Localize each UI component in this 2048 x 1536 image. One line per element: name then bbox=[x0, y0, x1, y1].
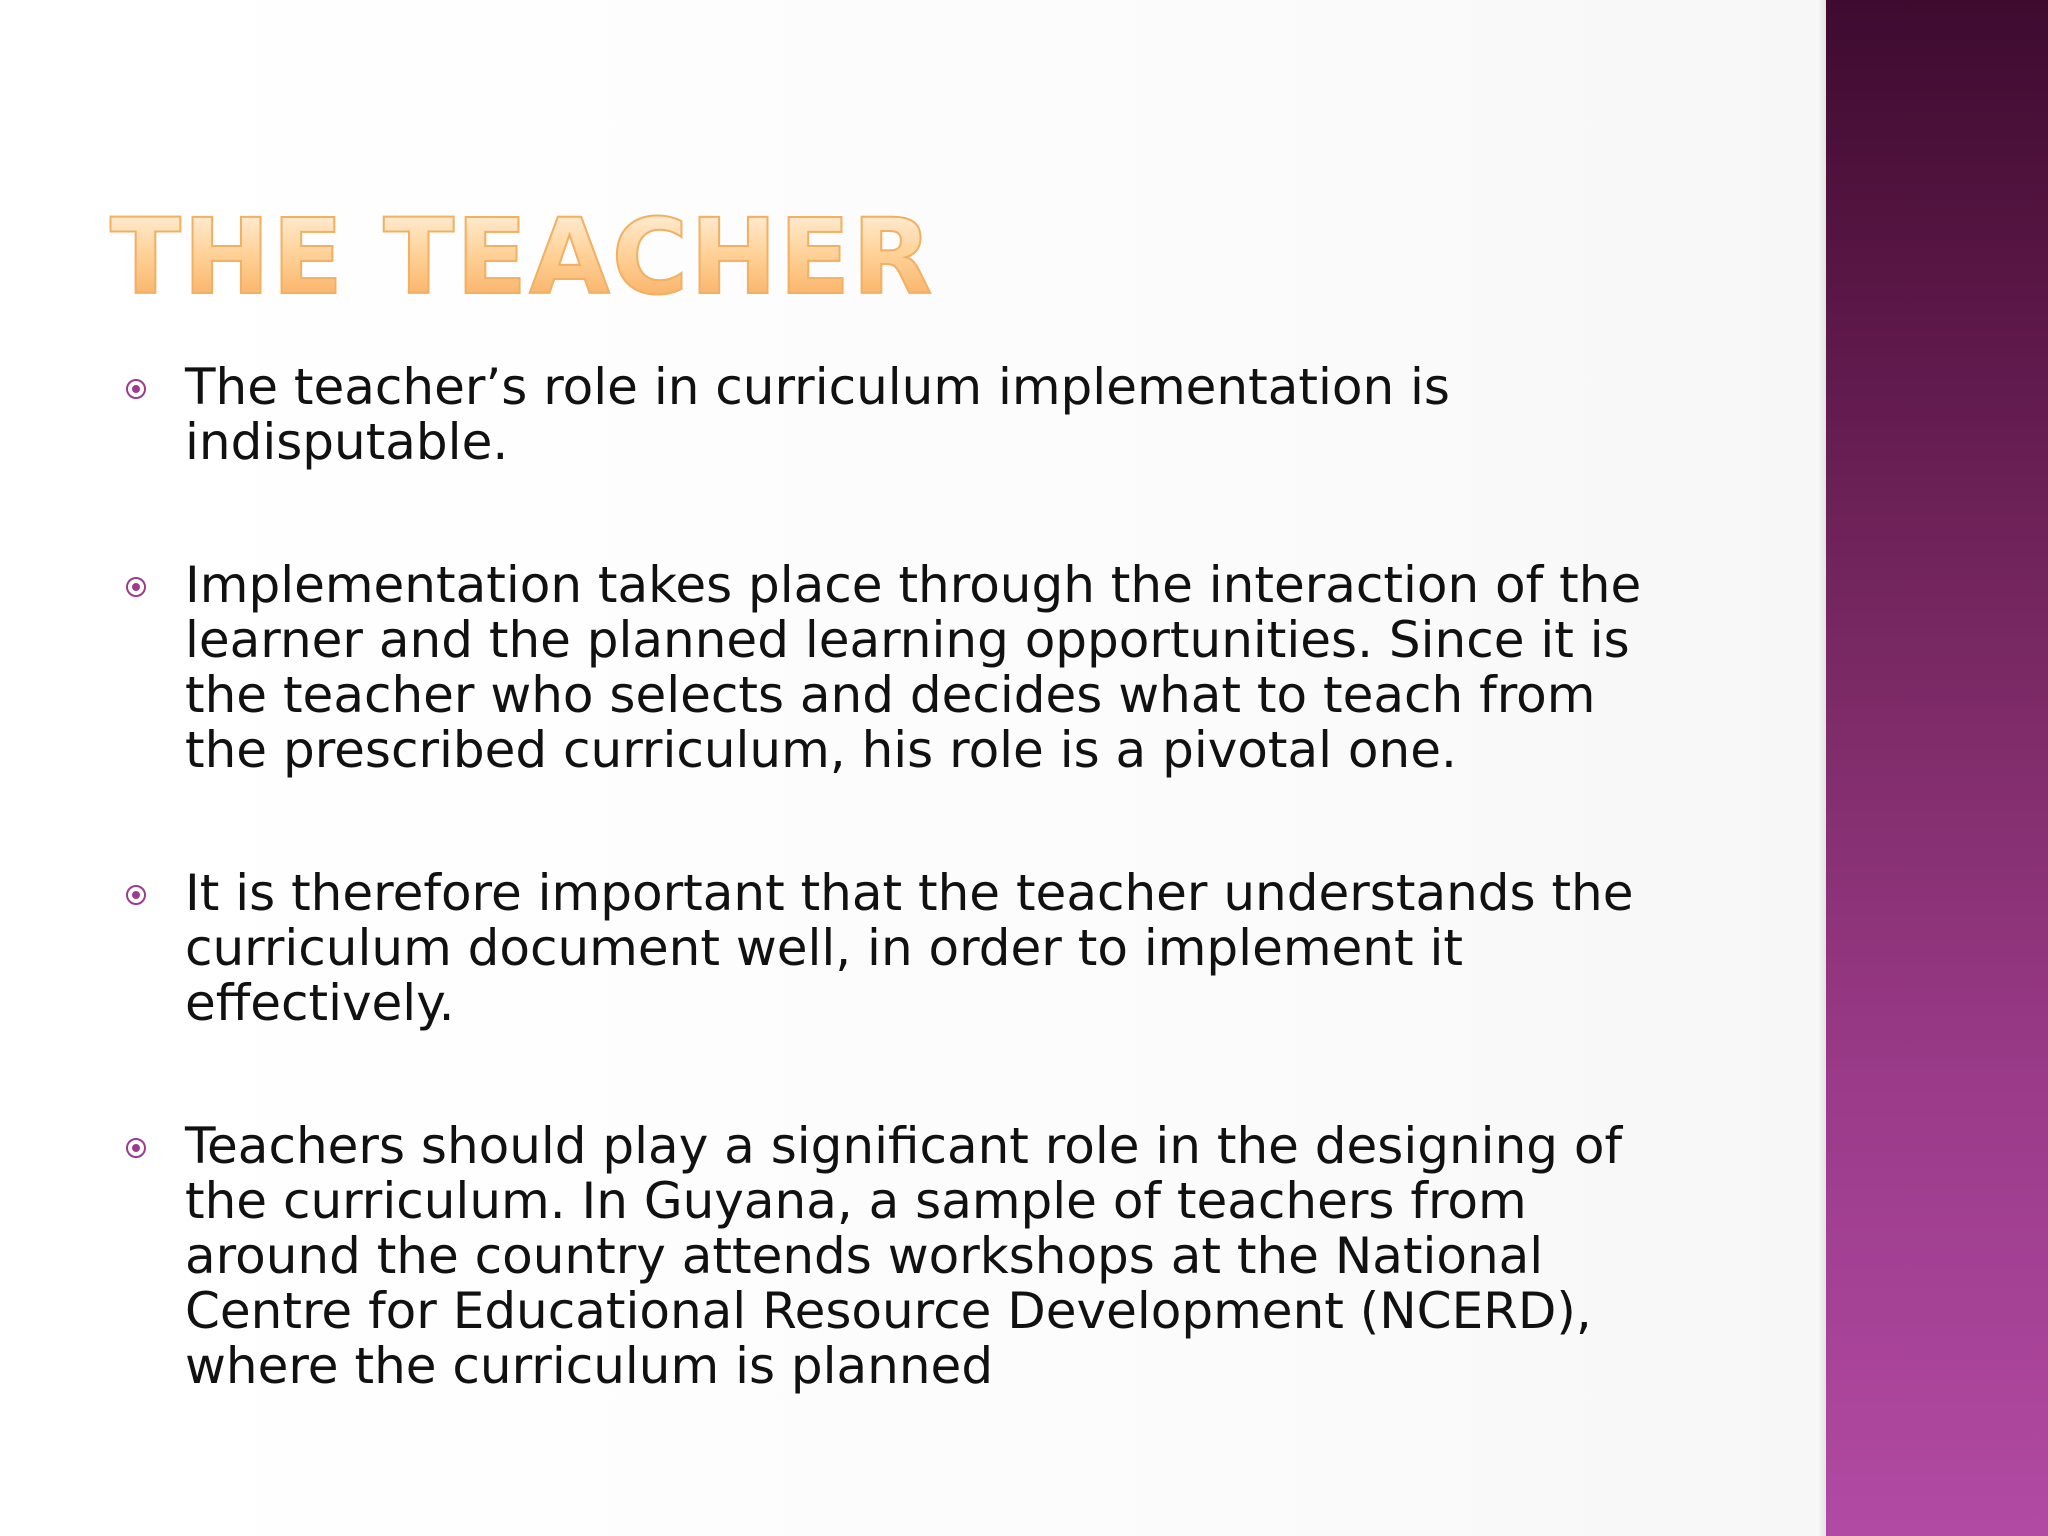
bullet-text: Teachers should play a significant role in the designing of the curriculum. In Guyana, a sample of teachers from around the country attends workshops at the National Centre for Educational Resource Development (NCERD), where the curriculum is planned bbox=[185, 1117, 1623, 1395]
bullet-item bbox=[140, 1119, 1730, 1394]
purple-side-bar bbox=[1826, 0, 2048, 1536]
bullet-text: Implementation takes place through the interaction of the learner and the planned learning opportunities. Since it is the teacher who selects and decides what to teach from the prescribed curriculum, his role is a pivotal one. bbox=[185, 556, 1642, 779]
circled-dot-bullet-icon bbox=[126, 885, 146, 905]
bullet-text: It is therefore important that the teacher understands the curriculum document well, in order to implement it effectively. bbox=[185, 864, 1634, 1032]
circled-dot-bullet-icon bbox=[126, 1138, 146, 1158]
bullet-item bbox=[140, 866, 1730, 1031]
bullet-text: The teacher’s role in curriculum implementation is indisputable. bbox=[185, 358, 1450, 471]
bullet-item bbox=[140, 558, 1730, 778]
bullet-item bbox=[140, 360, 1730, 470]
circled-dot-bullet-icon bbox=[126, 379, 146, 399]
slide-title: THE TEACHER bbox=[110, 196, 935, 318]
bullet-list bbox=[140, 360, 1730, 1394]
circled-dot-bullet-icon bbox=[126, 577, 146, 597]
